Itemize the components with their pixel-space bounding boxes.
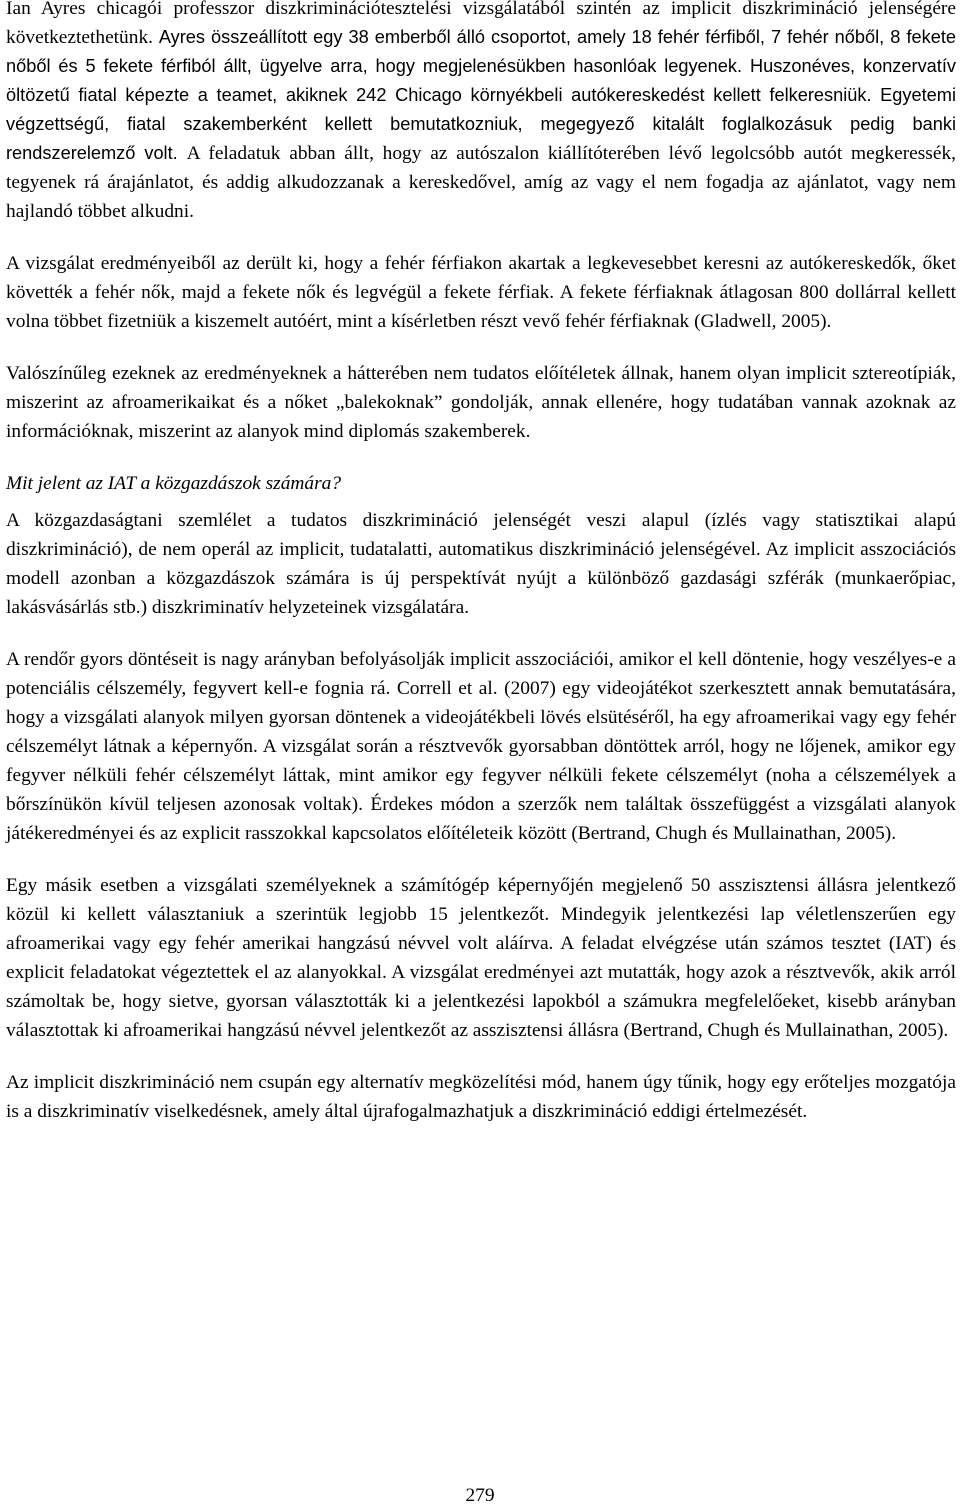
text-segment: A közgazdaságtani szemlélet a tudatos diszkrimináció jelenségét veszi alapul (ízlés vagy statisztikai alapú diszkrimináció), de nem operál az implicit, tudatalatti, automatikus diszkrimináció jelenségével. Az implicit asszociációs modell azonban a közgazdászok számára is új perspektívát nyújt a különböző gazdasági szférák (munkaerőpiac, lakásvásárlás stb.) diszkriminatív helyzeteinek vizsgálatára. <box>6 510 956 618</box>
paragraph-ayres-study <box>6 0 956 226</box>
text-segment: Valószínűleg ezeknek az eredményeknek a hátterében nem tudatos előítéletek állnak, hanem olyan implicit sztereotípiák, miszerint az afroamerikaikat és a nőket „balekoknak” gondolják, annak ellenére, hogy tudatában vannak azoknak az információknak, miszerint az alanyok mind diplomás szakemberek. <box>6 363 956 442</box>
paragraph-implicit-stereotypes <box>6 359 956 446</box>
text-segment: Ian Ayres chicagói professzor diszkriminációtesztelési vizsgálatából szintén az implicit diszkrimináció jelenségére következtethetünk. <box>6 0 956 48</box>
paragraph-conclusion <box>6 1068 956 1126</box>
text-segment: A vizsgálat eredményeiből az derült ki, hogy a fehér férfiakon akartak a legkevesebbet keresni az autókereskedők, őket követték a fehér nők, majd a fekete nők és legvégül a fekete férfiak. A fekete férfiaknak átlagosan 800 dollárral kellett volna többet fizetniük a kiszemelt autóért, mint a kísérletben részt vevő fehér férfiaknak (Gladwell, 2005). <box>6 253 956 332</box>
text-segment: Ayres összeállított egy 38 emberből álló csoportot, amely 18 fehér férfiből, 7 fehér nőből, 8 fekete nőből és 5 fekete férfiból állt, ügyelve arra, hogy megjelenésükben hasonlóak legyenek. Huszonéves, konzervatív öltözetű fiatal képezte a teamet, akiknek 242 Chicago környékbeli autókereskedést kellett felkeresniük. <box>6 27 956 105</box>
text-segment: A rendőr gyors döntéseit is nagy arányban befolyásolják implicit asszociációi, amikor el kell döntenie, hogy veszélyes-e a potenciális célszemély, fegyvert kell-e fognia rá. Correll et al. (2007) egy videojátékot szerkesztett annak bemutatására, hogy a vizsgálati alanyok milyen gyorsan döntenek a videojátékbeli lövés elsütéséről, ha egy afroamerikai vagy egy fehér célszemélyt látnak a képernyőn. A vizsgálat során a résztvevők gyorsabban döntöttek arról, hogy ne lőjenek, amikor egy fegyver nélküli fehér célszemélyt láttak, mint amikor egy fegyver nélküli fekete célszemélyt (noha a célszemélyek a bőrszínükön kívül teljesen azonosak voltak). Érdekes módon a szerzők nem találtak összefüggést a vizsgálati alanyok játékeredményei és az explicit rasszokkal kapcsolatos előítéleteik között (Bertrand, Chugh és Mullainathan, 2005). <box>6 649 956 844</box>
text-segment: Egyetemi végzettségű, fiatal szakemberként kellett bemutatkozniuk, megegyező kitalált foglalkozásuk pedig banki rendszerelemző volt. <box>6 85 956 163</box>
paragraph-assistant-study <box>6 871 956 1045</box>
text-segment: Egy másik esetben a vizsgálati személyeknek a számítógép képernyőjén megjelenő 50 asszisztensi állásra jelentkező közül ki kellett választaniuk a szerintük legjobb 15 jelentkezőt. Mindegyik jelentkezési lap véletlenszerűen egy afroamerikai vagy egy fehér amerikai hangzású névvel volt aláírva. A feladat elvégzése után számos tesztet (IAT) és explicit feladatokat végeztettek el az alanyokkal. A vizsgálat eredményei azt mutatták, hogy azok a résztvevők, akik arról számoltak be, hogy sietve, gyorsan választották ki a jelentkezési lapokból a számukra megfelelőeket, kisebb arányban választottak ki afroamerikai hangzású névvel jelentkezőt az asszisztensi állásra (Bertrand, Chugh és Mullainathan, 2005). <box>6 875 956 1041</box>
document-page <box>6 0 956 1149</box>
text-segment: Az implicit diszkrimináció nem csupán egy alternatív megközelítési mód, hanem úgy tűnik, hogy egy erőteljes mozgatója is a diszkriminatív viselkedésnek, amely által újrafogalmazhatjuk a diszkrimináció eddigi értelmezését. <box>6 1072 956 1122</box>
heading-text: Mit jelent az IAT a közgazdászok számára? <box>6 473 342 494</box>
page-number: 279 <box>465 1485 495 1506</box>
section-heading <box>6 469 956 498</box>
paragraph-police-study <box>6 645 956 848</box>
paragraph-study-results <box>6 249 956 336</box>
paragraph-economics-view <box>6 506 956 622</box>
text-segment: A feladatuk abban állt, hogy az autószalon kiállítóterében lévő legolcsóbb autót megkeressék, tegyenek rá árajánlatot, és addig alkudozzanak a kereskedővel, amíg az vagy el nem fogadja az ajánlatot, vagy nem hajlandó többet alkudni. <box>6 143 956 222</box>
